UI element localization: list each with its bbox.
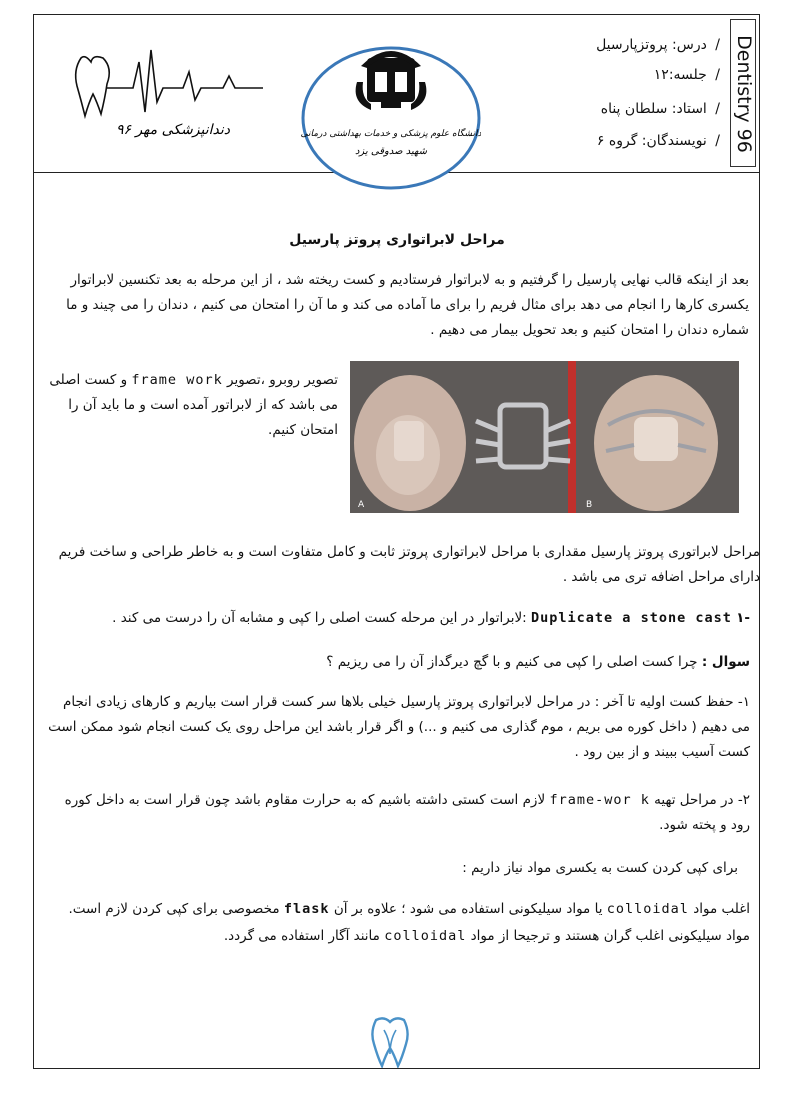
slash-mark: / <box>715 101 720 117</box>
materials-text: مواد سیلیکونی اغلب گران هستند و ترجیحا از مواد <box>470 928 750 944</box>
lesson-name: درس: پروتزپارسیل <box>596 37 707 53</box>
page-title: مراحل لابراتواری پروتز پارسیل <box>289 232 505 248</box>
materials-text: یا مواد سیلیکونی استفاده می شود ؛ علاوه بر آن <box>333 901 603 917</box>
materials-paragraph <box>44 896 750 950</box>
session-line <box>500 66 720 84</box>
instructor-line <box>500 100 720 118</box>
copy-intro: برای کپی کردن کست به یکسری مواد نیاز داریم : <box>462 860 738 876</box>
signature-text: دندانپزشکی مهر ۹۶ <box>116 122 230 138</box>
question-text: چرا کست اصلی را کپی می کنیم و با گچ دیرگداز آن را می ریزیم ؟ <box>326 654 698 670</box>
seal-text-line2: شهید صدوقی یزد <box>354 146 428 157</box>
materials-line-1 <box>44 896 750 923</box>
caption-term: frame work <box>131 372 223 388</box>
materials-text: مانند آگار استفاده می گردد. <box>223 928 380 944</box>
photo-label-a: A <box>358 500 365 510</box>
step-1-number: -۱ <box>736 610 750 626</box>
slash-mark: / <box>715 67 720 83</box>
caption-text-start: تصویر روبرو ،تصویر <box>227 372 338 388</box>
step-1 <box>44 606 750 631</box>
side-label: Dentistry 96 <box>733 35 755 153</box>
answer-1: ۱- حفظ کست اولیه تا آخر : در مراحل لابراتواری پروتز پارسیل خیلی بلاها سر کست قرار است بیاریم و کارهای زیادی انجام می دهیم ( داخل کوره می بریم ، موم گذاری می کنیم و ...) و اگر قرار باشد این مراحل روی یک کست انجام شود ممکن است کست آسیب ببیند و از بین رود . <box>48 694 750 760</box>
dental-signature <box>63 42 268 147</box>
answer-2-end: لازم است کستی داشته باشیم که به حرارت مقاوم باشد چون قرار است به داخل کوره رود و پخته شود. <box>64 792 750 833</box>
answer-2-start: ۲- در مراحل تهیه <box>654 792 750 808</box>
university-seal <box>301 32 481 190</box>
materials-term-flask: flask <box>283 901 330 917</box>
materials-term-colloidal: colloidal <box>384 928 467 944</box>
materials-line-2 <box>44 923 750 950</box>
intro-paragraph: بعد از اینکه قالب نهایی پارسیل را گرفتیم و به لابراتوار فرستادیم و کست ریخته شد ، از این مرحله به بعد تکنسین لابراتوار یکسری کارها را انجام می دهد برای مثال فریم را برای ما آماده می کند و ما آن را امتحان می کنیم ، دندان را می چیند و ما شماره دندان را امتحان کنیم و بعد تحویل بیمار می دهیم . <box>66 272 749 338</box>
question-line <box>44 650 750 675</box>
materials-text: مخصوصی برای کپی کردن لازم است. <box>68 901 280 917</box>
image-caption <box>44 368 338 443</box>
page-header <box>33 14 760 174</box>
materials-term-colloidal: colloidal <box>606 901 689 917</box>
session-number: جلسه:۱۲ <box>653 67 707 83</box>
framework-cast-photo <box>350 361 739 513</box>
caption-text-end: و کست اصلی می باشد که از لابراتور آمده است و ما باید آن را امتحان کنیم. <box>49 372 338 438</box>
seal-text-line1: دانشگاه علوم پزشکی و خدمات بهداشتی درمانی <box>301 129 481 139</box>
framework-cast-illustration <box>350 361 739 513</box>
question-label: سوال : <box>701 654 750 670</box>
side-label-box <box>730 19 756 167</box>
answer-2 <box>44 788 750 838</box>
stone-cast-b <box>594 375 718 511</box>
tooth-heartbeat-icon <box>76 50 263 116</box>
slash-mark: / <box>715 37 720 53</box>
step-1-term: Duplicate a stone cast <box>531 610 732 626</box>
authors-line <box>500 132 720 150</box>
section-paragraph: مراحل لابراتوری پروتز پارسیل مقداری با مراحل لابراتواری پروتز ثابت و کامل متفاوت است و به خاطر طراحی و ساخت فریم دارای مراحل اضافه تری می باشد . <box>58 544 760 585</box>
slash-mark: / <box>715 133 720 149</box>
footer-tooth-icon <box>368 1014 412 1068</box>
stone-cast-a <box>354 375 466 511</box>
materials-text: اغلب مواد <box>693 901 750 917</box>
step-1-text: :لابراتوار در این مرحله کست اصلی را کپی و مشابه آن را درست می کند . <box>112 610 527 626</box>
answer-2-term: frame-wor k <box>549 792 650 808</box>
lesson-line <box>500 36 720 54</box>
photo-label-b: B <box>586 500 593 510</box>
authors-name: نویسندگان: گروه ۶ <box>596 133 707 149</box>
instructor-name: استاد: سلطان پناه <box>600 101 707 117</box>
